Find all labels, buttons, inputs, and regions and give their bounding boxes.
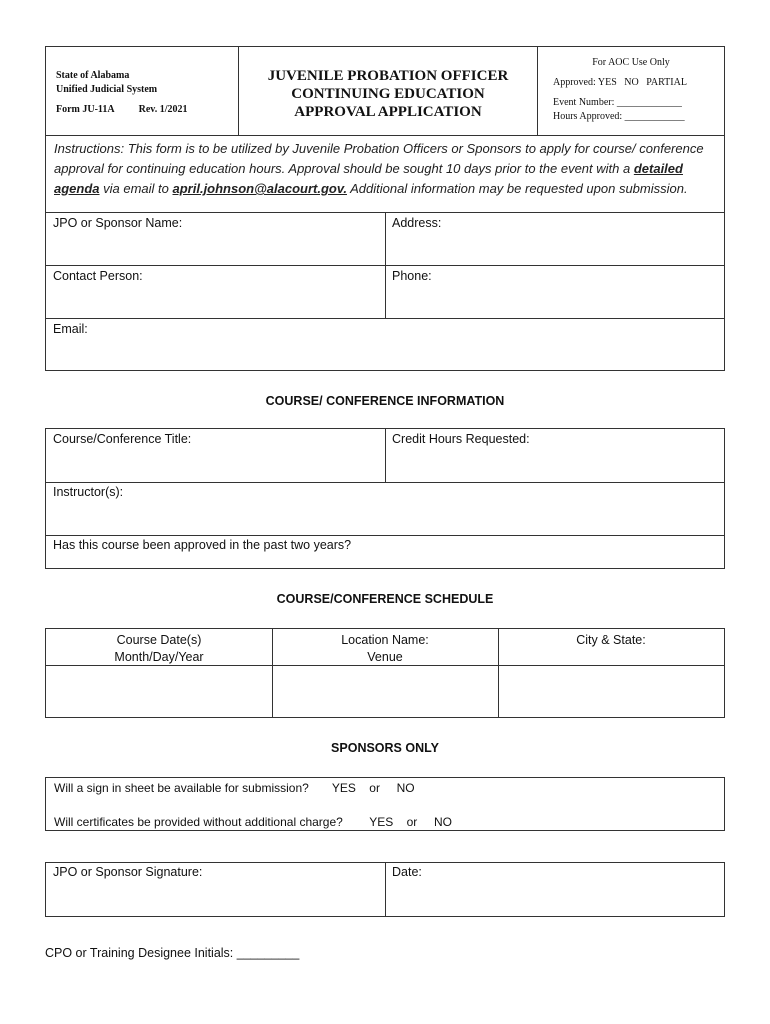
aoc-hours-approved-field[interactable]: Hours Approved: ____________ [553,111,685,122]
col-location: Location Name: Venue [341,633,429,664]
email-field[interactable]: Email: [53,322,88,336]
course-title-field[interactable]: Course/Conference Title: [53,432,192,446]
state-name: State of Alabama [56,70,130,81]
divider [385,429,386,482]
form-revision: Rev. 1/2021 [138,104,188,115]
credit-hours-field[interactable]: Credit Hours Requested: [392,432,530,446]
address-field[interactable]: Address: [392,216,442,230]
course-dates-cell[interactable] [46,666,272,717]
form-title [239,47,538,135]
aoc-use-block [538,47,724,135]
sponsors-only-box [45,777,725,831]
sponsor-name-field[interactable]: JPO or Sponsor Name: [53,216,183,230]
divider [46,482,724,483]
schedule-heading: COURSE/CONFERENCE SCHEDULE [276,592,494,606]
cpo-initials-field[interactable]: CPO or Training Designee Initials: _________ [45,946,300,960]
header-agency-block [46,47,239,135]
signature-field[interactable]: JPO or Sponsor Signature: [53,865,203,879]
detailed-agenda-text: detailed agenda [54,161,683,196]
schedule-table [45,628,725,718]
signature-box [45,862,725,917]
form-header [45,46,725,136]
course-info-heading: COURSE/ CONFERENCE INFORMATION [265,394,505,408]
form-title-line2: CONTINUING EDUCATION [291,86,485,102]
certificates-question[interactable]: Will certificates be provided without additional charge? YES or NO [54,815,452,829]
sponsors-only-heading: SPONSORS ONLY [331,741,439,755]
sponsor-info-box [45,135,725,371]
divider [46,265,724,266]
aoc-event-number-field[interactable]: Event Number: _____________ [553,97,682,108]
system-name: Unified Judicial System [56,84,158,95]
form-title-line1: JUVENILE PROBATION OFFICER [267,68,509,84]
divider [46,535,724,536]
instructors-field[interactable]: Instructor(s): [53,485,124,499]
col-city-state: City & State: [576,633,646,647]
instructions-text: Instructions: This form is to be utilized by Juvenile Probation Officers or Sponsors to apply for course/ conference approval for continuing education hours. Approval should be sought 10 days prior to the event with a detailed agenda via email to april.johnson@alacourt.gov. Additional information may be requested upon submission. [54,141,704,196]
location-cell[interactable] [273,666,498,717]
contact-email-link[interactable]: april.johnson@alacourt.gov. [172,181,347,196]
form-title-line3: APPROVAL APPLICATION [294,104,482,120]
aoc-use-title: For AOC Use Only [592,57,670,68]
contact-person-field[interactable]: Contact Person: [53,269,143,283]
phone-field[interactable]: Phone: [392,269,432,283]
course-info-box [45,428,725,569]
divider [385,863,386,916]
sign-in-sheet-question[interactable]: Will a sign in sheet be available for submission? YES or NO [54,781,415,795]
form-id-line [56,103,238,117]
divider [46,318,724,319]
city-state-cell[interactable] [499,666,724,717]
approved-before-field[interactable]: Has this course been approved in the past two years? [53,538,352,552]
date-field[interactable]: Date: [392,865,422,879]
aoc-approved-field[interactable]: Approved: YES NO PARTIAL [553,77,687,88]
form-number: Form JU-11A [56,104,115,115]
col-course-dates: Course Date(s) Month/Day/Year [114,633,204,664]
